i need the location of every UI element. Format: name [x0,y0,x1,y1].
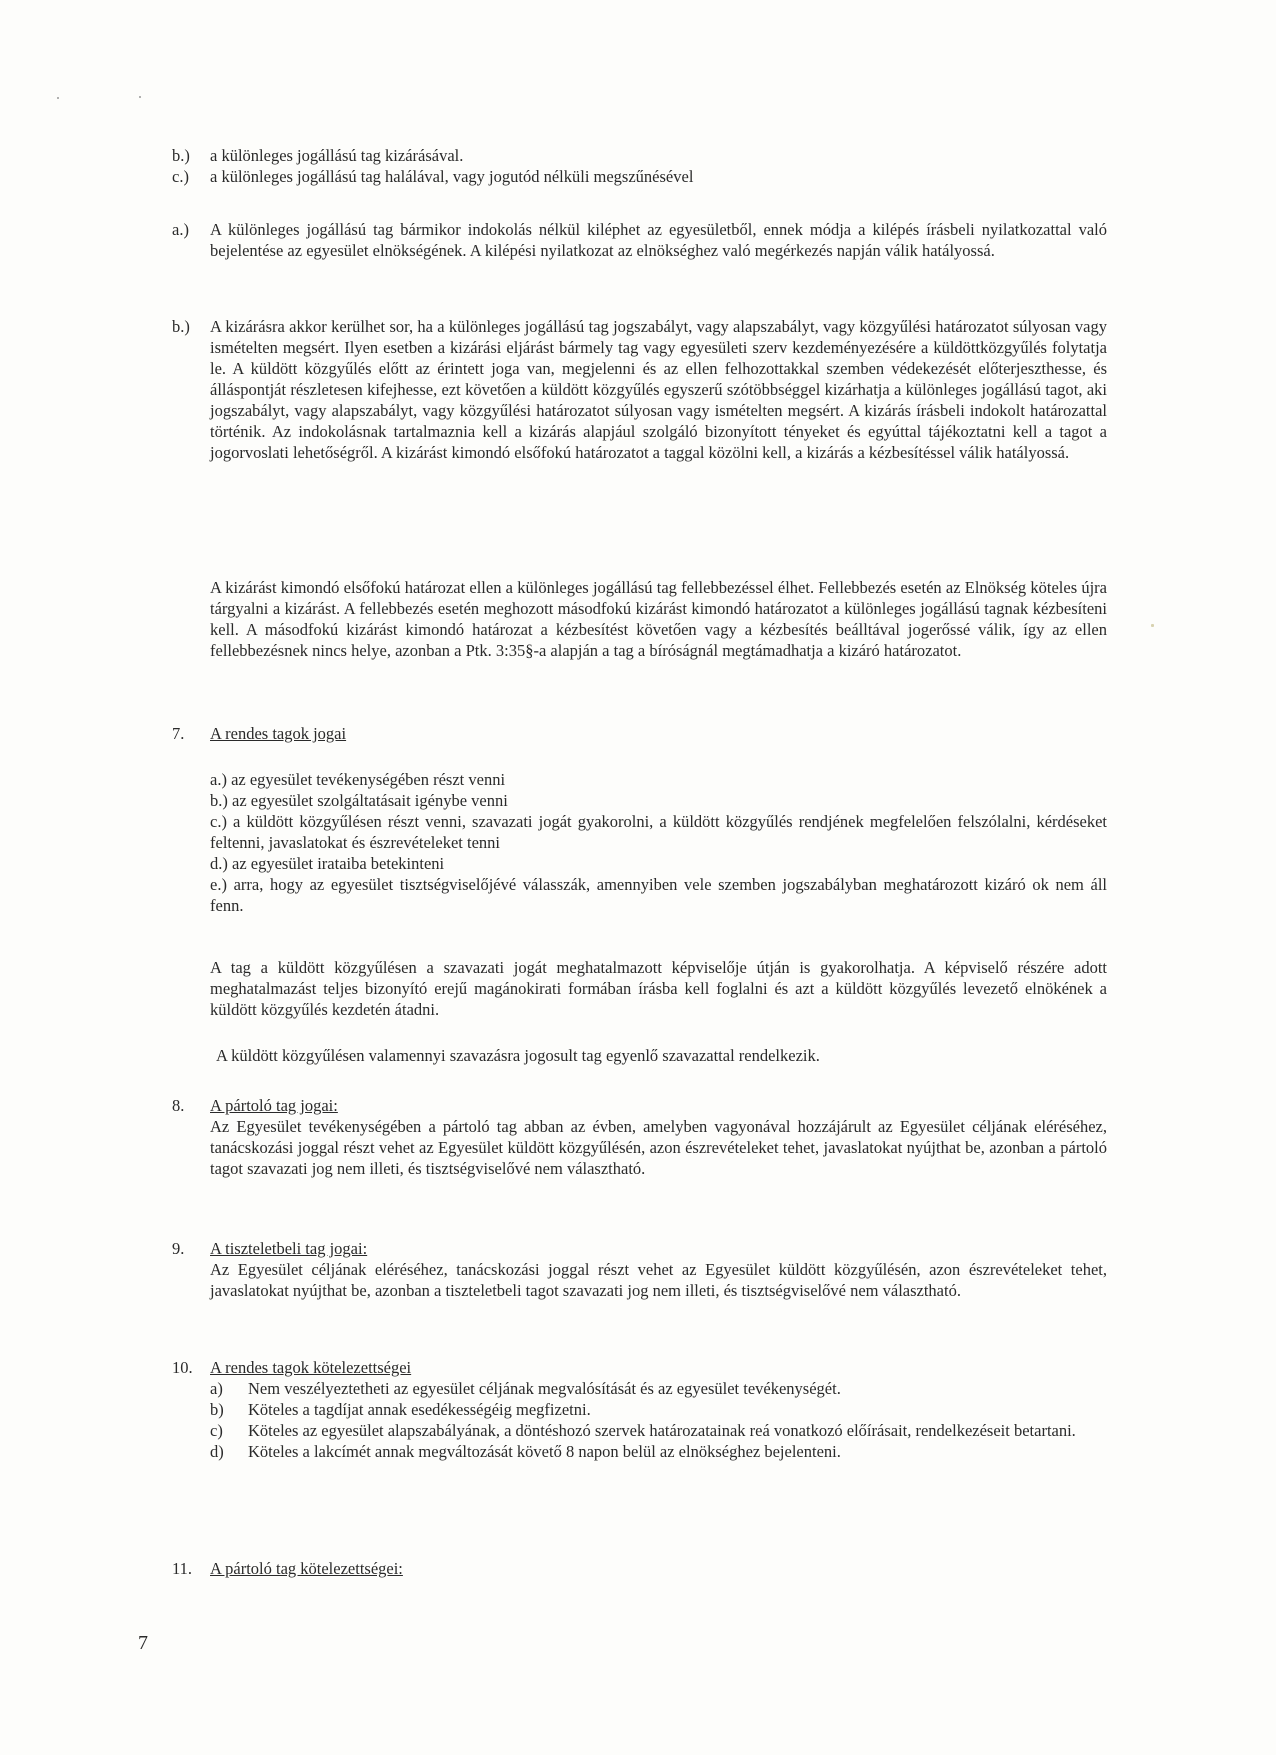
list-item [210,1378,1107,1399]
list-item: d.) az egyesület irataiba betekinteni [210,854,445,873]
section-heading [172,1558,1107,1579]
section-11 [172,1558,1107,1579]
paragraph-text: A kizárásra akkor kerülhet sor, ha a különleges jogállású tag jogszabályt, vagy alapszabályt, vagy közgyűlési határozatot súlyosan vagy ismételten megsért. Ilyen esetben a kizárási eljárást bármely tag vagy egyesületi szerv kezdeményezésére a küldöttközgyűlés folytatja le. A küldött közgyűlés előtt az érintett joga van, megjelenni és az ellen felhozottakkal szemben védekezését előterjeszthesse, és álláspontját részletesen kifejhesse, ezt követően a küldött közgyűlés egyszerű szótöbbséggel kizárhatja a különleges jogállású tagot, aki jogszabályt, vagy alapszabályt, vagy közgyűlési határozatot súlyosan vagy ismételten megsért. A kizárás írásbeli indokolt határozattal történik. Az indokolásnak tartalmaznia kell a kizárás alapjául szolgáló bizonyított tényeket és egyúttal tájékoztatni kell a tagot a jogorvoslati lehetőségről. A kizárást kimondó elsőfokú határozatot a taggal közölni kell, a kizárás a kézbesítéssel válik hatályossá. [210,317,1107,462]
list-item: c.) a küldött közgyűlésen részt venni, szavazati jogát gyakorolni, a küldött közgyűlés rendjének megfelelően felszólalni, kérdéseket feltenni, javaslatokat és észrevételeket tenni [210,812,1107,852]
section-heading [172,1095,1107,1116]
obligation-list [210,1378,1107,1462]
item-text: Köteles a lakcímét annak megváltozását követő 8 napon belül az elnökséghez bejelenteni. [248,1442,841,1461]
section-title: A rendes tagok jogai [210,724,347,743]
item-label: a) [210,1379,223,1398]
item-label: a.) [172,220,189,239]
section-7-para-2: A küldött közgyűlésen valamennyi szavazásra jogosult tag egyenlő szavazattal rendelkezik. [216,1046,820,1065]
item-label: c) [210,1421,223,1440]
item-text: Nem veszélyeztetheti az egyesület céljának megvalósítását és az egyesület tevékenységét. [248,1379,841,1398]
item-text: Köteles a tagdíjat annak esedékességéig megfizetni. [248,1400,591,1419]
item-label: b) [210,1400,224,1419]
item-text: Köteles az egyesület alapszabályának, a döntéshozó szervek határozatainak reá vonatkozó előírásait, rendelkezéseit betartani. [248,1421,1076,1440]
scan-speck [139,96,141,98]
item-text: a különleges jogállású tag kizárásával. [210,146,464,165]
section-title: A pártoló tag kötelezettségei: [210,1559,403,1578]
section-number: 8. [172,1096,185,1115]
section-number: 11. [172,1559,193,1578]
list-item [172,166,1072,187]
section-heading [172,1357,1107,1378]
item-label: b.) [172,317,190,336]
section-text: Az Egyesület tevékenységében a pártoló tag abban az évben, amelyben vagyonával hozzájárult az Egyesület céljának eléréséhez, tanácskozási joggal részt vehet az Egyesület küldött közgyűlésén, azon észrevételeket tehet, javaslatokat nyújthat be, azonban a pártoló tagot szavazati jog nem illeti, és tisztségviselővé nem választható. [210,1117,1107,1178]
section-7-para-1: A tag a küldött közgyűlésen a szavazati jogát meghatalmazott képviselője útján is gyakorolhatja. A képviselő részére adott meghatalmazást teljes bizonyító erejű magánokirati formában írásba kell foglalni és azt a küldött közgyűlés levezető elnökének a küldött közgyűlés kezdetén átadni. [210,958,1107,1019]
page-number: 7 [138,1632,148,1654]
scan-speck [57,97,59,99]
top-list [172,145,1072,187]
section-text: Az Egyesület céljának eléréséhez, tanácskozási joggal részt vehet az Egyesület küldött közgyűlésén, azon észrevételeket tehet, javaslatokat nyújthat be, azonban a tiszteletbeli tagot szavazati jog nem illeti, és tisztségviselővé nem választható. [210,1260,1107,1300]
section-title: A pártoló tag jogai: [210,1096,338,1115]
section-8 [172,1095,1107,1179]
list-item [210,1420,1107,1441]
list-item: a.) az egyesület tevékenységében részt venni [210,770,506,789]
section-number: 7. [172,724,185,743]
section-10 [172,1357,1107,1462]
paragraph-a [172,219,1107,261]
item-label: b.) [172,146,190,165]
item-label: d) [210,1442,224,1461]
list-item [172,145,1072,166]
list-item: b.) az egyesület szolgáltatásait igénybe venni [210,791,508,810]
paragraph-appeal: A kizárást kimondó elsőfokú határozat ellen a különleges jogállású tag fellebbezéssel élhet. Fellebbezés esetén az Elnökség köteles újra tárgyalni a kizárást. A fellebbezés esetén meghozott másodfokú kizárást kimondó határozatot a különleges jogállású tagnak kézbesíteni kell. A másodfokú kizárást kimondó határozat a kézbesítést követően vagy a kézbesítés beálltával jogerőssé válik, így az ellen fellebbezésnek nincs helye, azonban a Ptk. 3:35§-a alapján a tag a bíróságnál megtámadhatja a kizáró határozatot. [210,578,1107,660]
section-number: 9. [172,1239,185,1258]
section-7-items [210,769,1107,916]
paragraph-b [172,316,1107,463]
section-title: A rendes tagok kötelezettségei [210,1358,412,1377]
section-title: A tiszteletbeli tag jogai: [210,1239,368,1258]
list-item: e.) arra, hogy az egyesület tisztségviselőjévé válasszák, amennyiben vele szemben jogszabályban meghatározott kizáró ok nem áll fenn. [210,875,1107,915]
list-item [210,1399,1107,1420]
paragraph-text: A különleges jogállású tag bármikor indokolás nélkül kiléphet az egyesületből, ennek módja a kilépés írásbeli nyilatkozattal való bejelentése az egyesület elnökségének. A kilépési nyilatkozat az elnökséghez való megérkezés napján válik hatályossá. [210,220,1107,260]
section-number: 10. [172,1358,193,1377]
item-label: c.) [172,167,189,186]
section-heading [172,1238,1107,1259]
scan-speck [1151,624,1154,627]
list-item [210,1441,1107,1462]
section-9 [172,1238,1107,1301]
section-heading [172,723,1107,744]
section-7 [172,723,1107,744]
item-text: a különleges jogállású tag halálával, vagy jogutód nélküli megszűnésével [210,167,694,186]
